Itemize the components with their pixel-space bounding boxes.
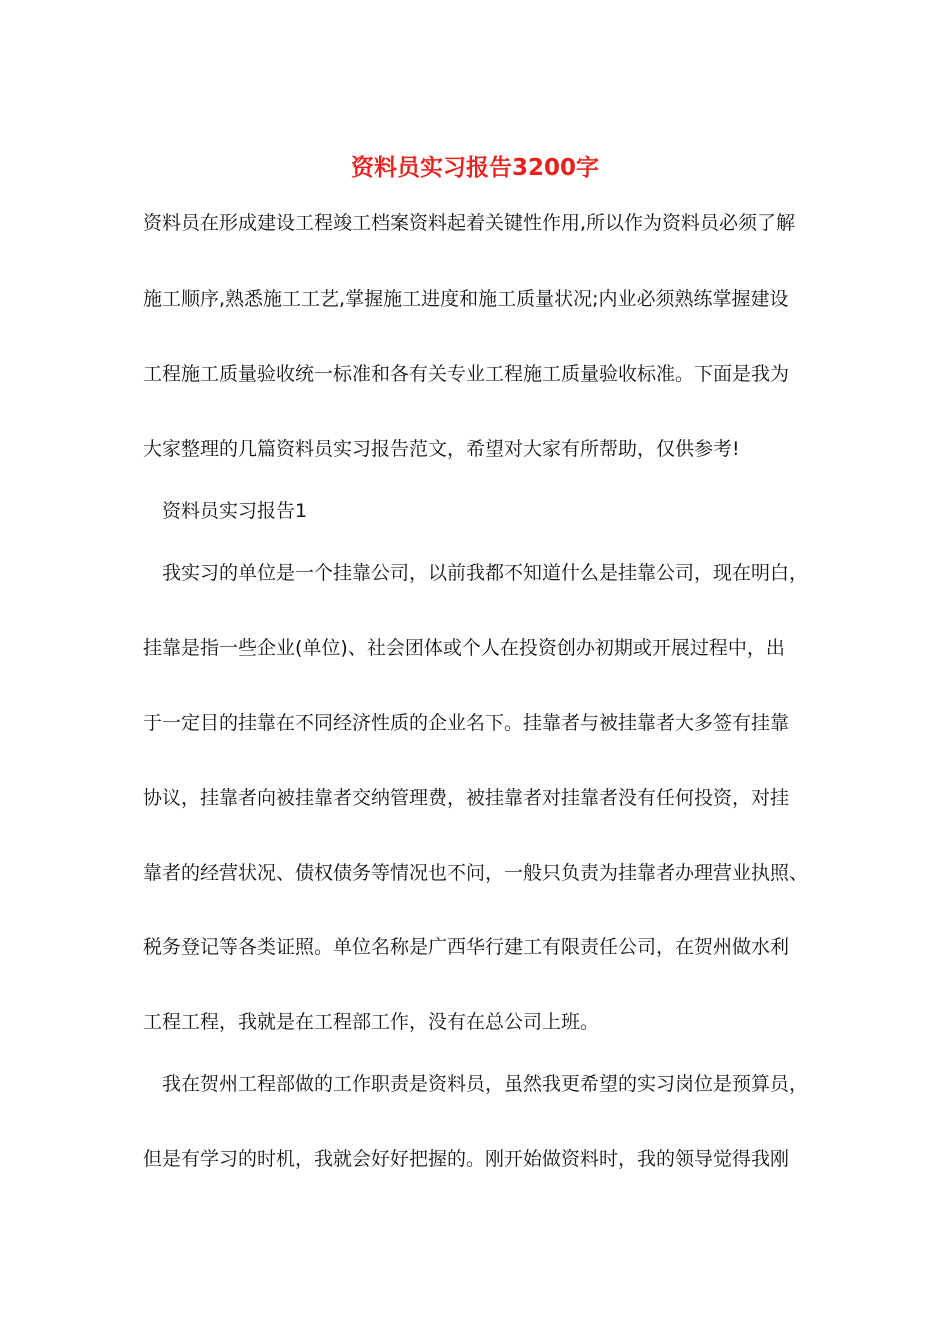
body-line: 靠者的经营状况、债权债务等情况也不问，一般只负责为挂靠者办理营业执照、	[143, 862, 809, 884]
body-line: 于一定目的挂靠在不同经济性质的企业名下。挂靠者与被挂靠者大多签有挂靠	[143, 712, 790, 734]
body-line: 协议，挂靠者向被挂靠者交纳管理费，被挂靠者对挂靠者没有任何投资，对挂	[143, 787, 790, 809]
body-line: 工程工程，我就是在工程部工作，没有在总公司上班。	[143, 1011, 600, 1033]
body-line: 施工顺序,熟悉施工工艺,掌握施工进度和施工质量状况;内业必须熟练掌握建设	[143, 288, 789, 310]
body-line: 税务登记等各类证照。单位名称是广西华行建工有限责任公司，在贺州做水利	[143, 936, 790, 958]
section-heading: 资料员实习报告1	[162, 500, 308, 522]
body-line: 我实习的单位是一个挂靠公司，以前我都不知道什么是挂靠公司，现在明白，	[162, 562, 809, 584]
body-line: 我在贺州工程部做的工作职责是资料员，虽然我更希望的实习岗位是预算员，	[162, 1073, 809, 1095]
document-title: 资料员实习报告3200字	[350, 155, 599, 181]
body-line: 但是有学习的时机，我就会好好把握的。刚开始做资料时，我的领导觉得我刚	[143, 1148, 790, 1170]
body-line: 挂靠是指一些企业(单位)、社会团体或个人在投资创办初期或开展过程中，出	[143, 637, 785, 659]
body-line: 资料员在形成建设工程竣工档案资料起着关键性作用,所以作为资料员必须了解	[143, 212, 796, 234]
body-line: 工程施工质量验收统一标准和各有关专业工程施工质量验收标准。下面是我为	[143, 363, 790, 385]
body-line: 大家整理的几篇资料员实习报告范文，希望对大家有所帮助，仅供参考!	[143, 438, 740, 460]
